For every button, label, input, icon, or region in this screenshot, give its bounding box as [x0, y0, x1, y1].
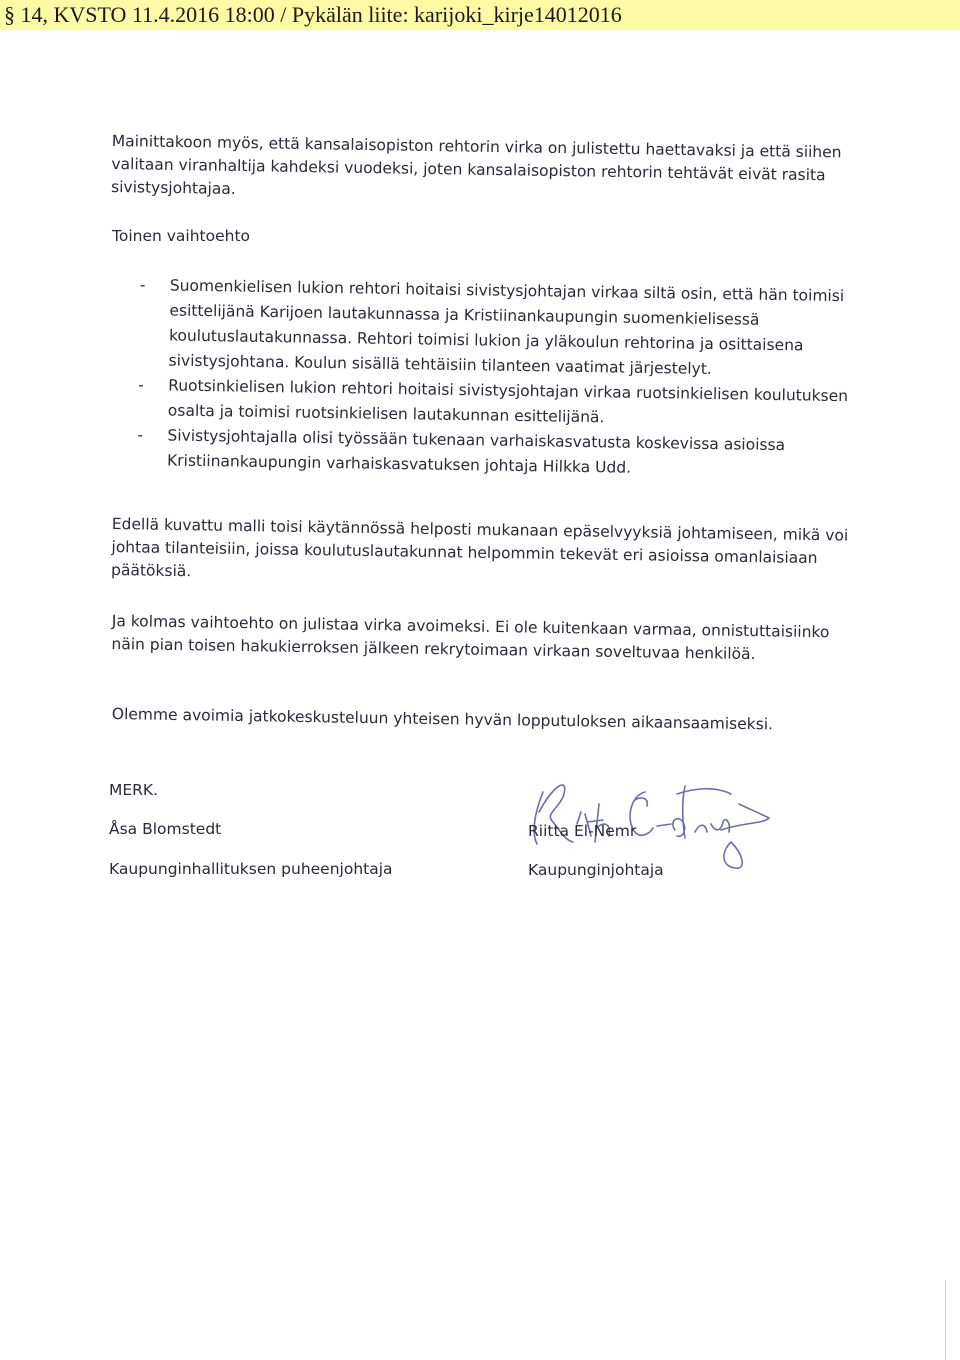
document-header: [0, 0, 960, 30]
right-signer-title: Kaupunginjohtaja: [528, 861, 664, 879]
list-dash: -: [137, 425, 144, 445]
list-item: [138, 273, 859, 384]
handwritten-signature: [525, 752, 775, 872]
left-signer-name: Åsa Blomstedt: [109, 820, 222, 838]
letter-page: [0, 30, 960, 1345]
header-title: § 14, KVSTO 11.4.2016 18:00 / Pykälän liite: karijoki_kirje14012016: [4, 2, 622, 27]
paragraph-rehtori: Mainittakoon myös, että kansalaisopiston rehtorin virka on julistettu haettavaksi ja että siihen valitaan viranhaltija kahdeksi vuodeksi, joten kansalaisopiston rehtorin tehtävät eivät rasita sivistysjohtajaa.: [110, 131, 842, 198]
option-text: Ruotsinkielisen lukion rehtori hoitaisi sivistysjohtajan virkaa ruotsinkielisen koulutuksen osalta ja toimisi ruotsinkielisen lautakunnan esittelijänä.: [167, 376, 849, 427]
option-heading: Toinen vaihtoehto: [112, 227, 251, 245]
merk-label: MERK.: [109, 781, 159, 799]
list-item: [137, 423, 858, 484]
scan-edge-mark: [945, 1280, 946, 1360]
paragraph-evaluation: Edellä kuvattu malli toisi käytännössä helposti mukanaan epäselvyyksiä johtamiseen, mikä voi johtaa tilanteisiin, joissa koulutuslautakunnat helpommin tekevät eri asioissa omanlaisiaan päätöksiä.: [110, 514, 849, 581]
option-list: [137, 273, 860, 484]
option-text: Suomenkielisen lukion rehtori hoitaisi sivistysjohtajan virkaa siltä osin, että hän toimisi esittelijänä Karijoen lautakunnassa ja Kristiinankaupungin suomenkielisessä koulutuslautakunnassa. Rehtori toimisi lukion ja yläkoulun rehtorina ja osittaisena sivistysjohtana. Koulun sisällä tehtäisiin tilanteen vaatimat järjestelyt.: [168, 276, 845, 378]
right-signer-name: Riitta El-Nemr: [528, 822, 637, 840]
paragraph-third-option: Ja kolmas vaihtoehto on julistaa virka avoimeksi. Ei ole kuitenkaan varmaa, onnistuttaisiinko näin pian toisen hakukierroksen jälkeen rekrytoimaan virkaan soveltuvaa henkilöä.: [111, 611, 830, 664]
option-text: Sivistysjohtajalla olisi työssään tukenaan varhaiskasvatusta koskevissa asioissa Kristiinankaupungin varhaiskasvatuksen johtaja Hilkka Udd.: [166, 426, 786, 477]
list-dash: -: [138, 375, 144, 395]
left-signer-title: Kaupunginhallituksen puheenjohtaja: [109, 860, 393, 878]
list-dash: -: [139, 275, 146, 295]
paragraph-closing: Olemme avoimia jatkokeskusteluun yhteisen hyvän lopputuloksen aikaansaamiseksi.: [111, 704, 774, 734]
